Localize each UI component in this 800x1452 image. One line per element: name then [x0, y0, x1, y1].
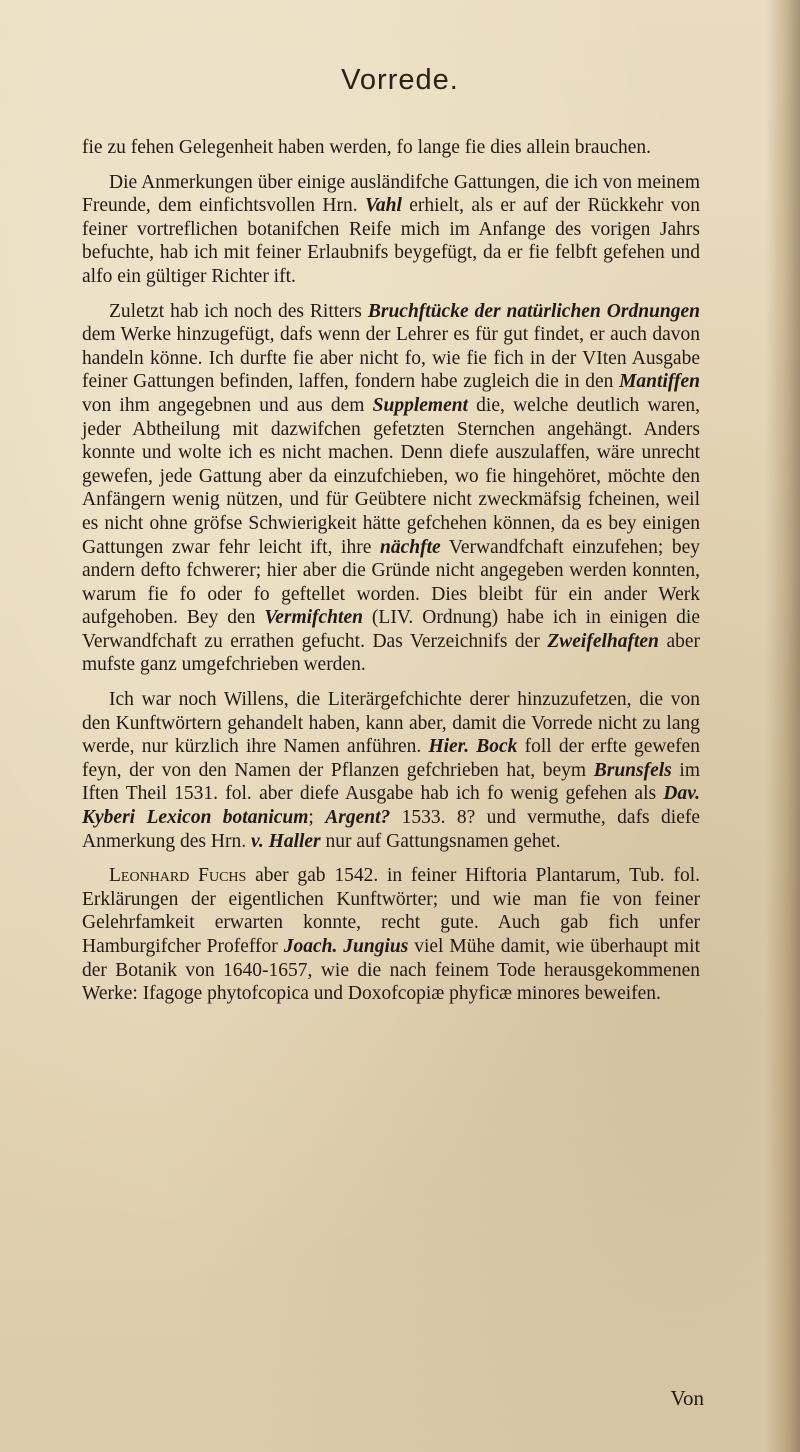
paragraph-3-italic-zweifelhaften: Zweifelhaften — [547, 630, 659, 652]
paragraph-4-text-6: nur auf Gattungsnamen gehet. — [320, 830, 561, 852]
paragraph-5-italic-jungius: Joach. Jungius — [283, 936, 409, 957]
paragraph-5-text-2: viel Mühe damit, wie überhaupt mit der Botanik von 1640-1657, wie die nach feinem Tode herausgekommenen Werke: Ifagoge phytofcopica und Doxofcopiæ phyficæ minores beweifen. — [82, 936, 700, 1005]
paragraph-3-italic-supplement: Supplement — [372, 394, 468, 416]
paragraph-3-italic-title: Bruchftücke der natürlichen Ordnungen — [367, 300, 700, 322]
paragraph-4-italic-bock: Hier. Bock — [428, 736, 518, 758]
paragraph-3-italic-naechste: nächfte — [379, 536, 441, 558]
paragraph-2 — [82, 171, 700, 289]
paragraph-4-text-2: foll der erfte gewefen feyn, der von den Namen der Pflanzen gefchrieben hat, beym — [82, 736, 700, 781]
paragraph-1-text: fie zu fehen Gelegenheit haben werden, fo lange fie dies allein brauchen. — [82, 137, 652, 158]
paragraph-4-text-3: im Iften Theil 1531. fol. aber diefe Ausgabe hab ich fo wenig gefehen als — [82, 759, 700, 805]
paragraph-3-italic-mantissae: Mantiffen — [619, 371, 700, 393]
body-text — [82, 136, 700, 1006]
paragraph-5 — [82, 864, 700, 1006]
paragraph-2-text-cont: erhielt, als er auf der Rückkehr von feiner vortreflichen botanifchen Reife mich im Anfange des vorigen Jahrs befuchte, hab ich mit feiner Erlaubnifs beygefügt, da er fie felbft gefehen und alfo ein gültiger Richter ift. — [82, 195, 700, 287]
paragraph-1 — [82, 136, 700, 160]
paragraph-4-italic-haller: v. Haller — [250, 830, 321, 852]
paragraph-4-text-4: ; — [308, 807, 326, 829]
paragraph-4-italic-kyber: Dav. Kyberi Lexicon botanicum — [82, 783, 700, 829]
paragraph-4-text: Ich war noch Willens, die Literärgefchichte derer hinzuzufetzen, die von den Kunftwörtern gehandelt haben, kann aber, damit die Vorrede nicht zu lang werde, nur kürzlich ihre Namen anführen. — [82, 689, 700, 758]
paragraph-3-text: Zuletzt hab ich noch des Ritters — [109, 300, 368, 322]
paragraph-5-smallcaps-fuchs: Leonhard Fuchs — [109, 865, 247, 887]
paragraph-4-text-5: 1533. 8? und vermuthe, dafs diefe Anmerkung des Hrn. — [82, 807, 700, 852]
catchword: Von — [670, 1386, 704, 1410]
paragraph-5-text: aber gab 1542. in feiner Hiftoria Plantarum, Tub. fol. Erklärungen der eigentlichen Kunftwörter; und wie man fie von feiner Gelehrfamkeit erwarten konnte, recht gute. Auch gab fich unfer Hamburgifcher Profeffor — [82, 865, 700, 957]
paragraph-3 — [82, 300, 700, 678]
paragraph-2-italic-name: Vahl — [365, 195, 402, 217]
paragraph-2-text: Die Anmerkungen über einige ausländifche Gattungen, die ich von meinem Freunde, dem einfichtsvollen Hrn. — [82, 171, 700, 217]
paragraph-3-italic-vermischten: Vermifchten — [264, 607, 363, 629]
paragraph-3-text-7: aber mufste ganz umgefchrieben werden. — [82, 630, 700, 676]
paragraph-4 — [82, 688, 700, 853]
paragraph-3-text-4: die, welche deutlich waren, jeder Abtheilung mit dazwifchen gefetzten Sternchen angehängt. Anders konnte und wolte ich es nicht machen. Denn diefe auszulaffen, wäre unrecht gewefen, jede Gattung aber da einzufchieben, wo fie hingehöret, möchte den Anfängern wenig nützen, und für Geübtere nicht zweckmäfsig fcheinen, weil es nicht ohne gröfse Schwierigkeit hätte gefchehen können, da es bey einigen Gattungen zwar fehr leicht ift, ihre — [82, 394, 700, 558]
page-edge-shadow — [766, 0, 800, 1452]
paragraph-3-text-2: dem Werke hinzugefügt, dafs wenn der Lehrer es für gut findet, er auch davon handeln könne. Ich durfte fie aber nicht fo, wie fie fich in der VIten Ausgabe feiner Gattungen befinden, laffen, fondern habe zugleich die in den — [82, 324, 700, 393]
paragraph-3-text-5: Verwandfchaft einzufehen; bey andern defto fchwerer; hier aber die Gründe nicht angegeben werden konnten, warum fie fo oder fo geftellet worden. Dies bleibt für ein ander Werk aufgehoben. Bey den — [82, 536, 700, 629]
paragraph-4-italic-brunsfels: Brunsfels — [593, 759, 672, 781]
paragraph-3-text-3: von ihm angegebnen und aus dem — [82, 394, 373, 416]
paragraph-3-text-6: (LIV. Ordnung) habe ich in einigen die Verwandfchaft zu errathen gefucht. Das Verzeichnifs der — [82, 607, 701, 652]
paragraph-4-italic-argent: Argent? — [325, 807, 391, 829]
running-head: Vorrede. — [341, 64, 459, 96]
